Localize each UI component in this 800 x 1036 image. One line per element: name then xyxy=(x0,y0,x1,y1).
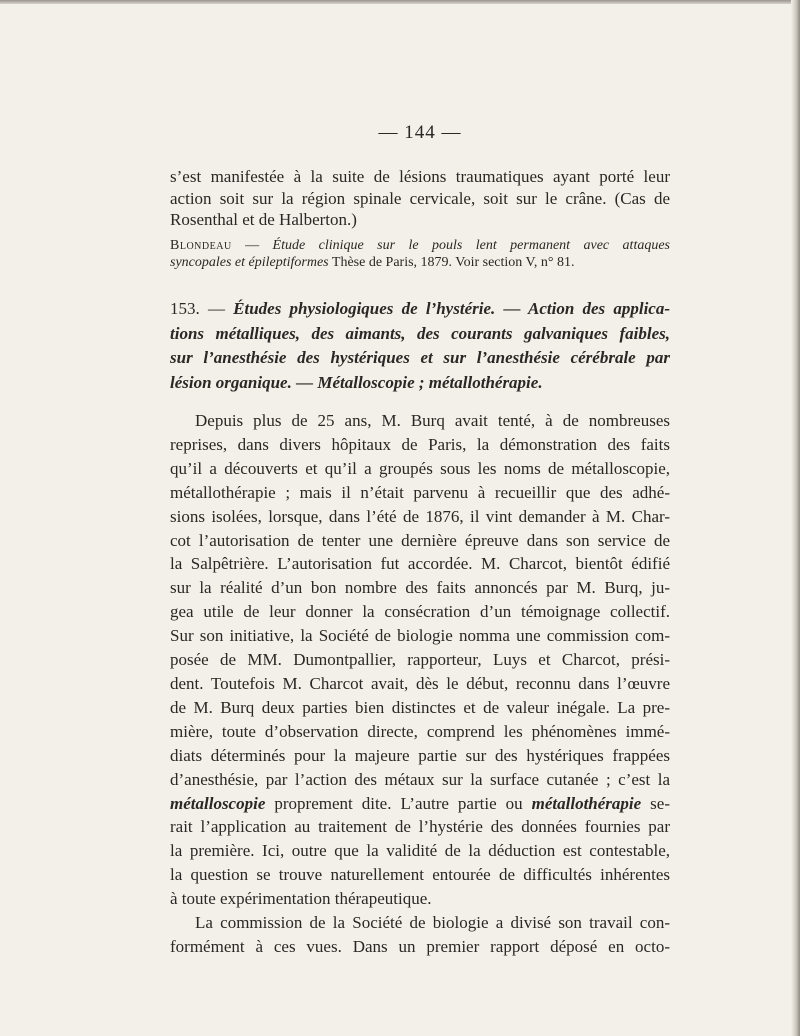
text-line xyxy=(170,254,670,271)
text-line: gea utile de leur donner la consécration d’un témoignage collectif. xyxy=(170,602,670,622)
text-line: s’est manifestée à la suite de lésions traumatiques ayant porté leur xyxy=(170,167,670,186)
bibliography-dash: — xyxy=(231,238,273,253)
top-edge-shadow xyxy=(0,0,800,4)
text-line: rait l’application au traitement de l’hystérie des données fournies par xyxy=(170,817,670,837)
text-line: la première. Ici, outre que la validité de la déduction est contestable, xyxy=(170,841,670,861)
text-line: mière, toute d’observation directe, comprend les phénomènes immé- xyxy=(170,721,670,741)
text-line: la Salpêtrière. L’autorisation fut accordée. M. Charcot, bientôt édifié xyxy=(170,554,670,574)
emphasis-metallotherapie: métallothérapie xyxy=(531,793,642,813)
bibliography-entry xyxy=(170,237,670,271)
text-line: Rosenthal et de Halberton.) xyxy=(170,210,357,229)
text-line: tions métalliques, des aimants, des courants galvaniques faibles, xyxy=(170,323,670,343)
text-line: reprises, dans divers hôpitaux de Paris, la démonstration des faits xyxy=(170,434,670,454)
text-line: d’anesthésie, par l’action des métaux sur la surface cutanée ; c’est la xyxy=(170,769,670,789)
text-line xyxy=(170,237,670,254)
text-line: lésion organique. — Métalloscopie ; métallothérapie. xyxy=(170,372,543,392)
text-line: sions isolées, lorsque, dans l’été de 1876, il vint demander à M. Char- xyxy=(170,506,670,526)
text-line: sur la réalité d’un bon nombre des faits annoncés par M. Burq, ju- xyxy=(170,578,670,598)
text-line: métallothérapie ; mais il n’était parvenu à recueillir que des adhé- xyxy=(170,482,670,502)
text-line: La commission de la Société de biologie a divisé son travail con- xyxy=(195,913,670,933)
bibliography-title: Étude clinique sur le pouls lent permanent avec attaques xyxy=(272,238,670,253)
text-line: Depuis plus de 25 ans, M. Burq avait tenté, à de nombreuses xyxy=(195,411,670,430)
text-line xyxy=(170,792,670,816)
text-line: à toute expérimentation thérapeutique. xyxy=(170,889,432,909)
emphasis-metalloscopie: métalloscopie xyxy=(170,793,266,813)
text-line: sur l’anesthésie des hystériques et sur l’anesthésie cérébrale par xyxy=(170,348,670,367)
heading-text: Études physiologiques de l’hystérie. — Action des applica- xyxy=(233,299,670,318)
text-line: qu’il a découverts et qu’il a groupés sous les noms de métalloscopie, xyxy=(170,458,670,478)
intro-paragraph xyxy=(170,166,670,231)
text-line xyxy=(170,297,670,322)
text-line: diats déterminés pour la majeure partie sur des hystériques frappées xyxy=(170,745,670,765)
text-line: la question se trouve naturellement entourée de difficultés inhérentes xyxy=(170,865,670,885)
text-line: de M. Burq deux parties bien distinctes et de valeur inégale. La pre- xyxy=(170,697,670,717)
text-line: posée de MM. Dumontpallier, rapporteur, Luys et Charcot, prési- xyxy=(170,650,670,670)
line-fragment: proprement dite. L’autre partie ou xyxy=(265,793,532,813)
section-heading xyxy=(170,297,670,395)
bibliography-title-continued: syncopales et épileptiformes xyxy=(170,255,329,270)
page-number: — 144 — xyxy=(378,122,462,143)
line-fragment: se- xyxy=(641,793,670,813)
text-line: cot l’autorisation de tenter une dernière épreuve dans son service de xyxy=(170,530,670,550)
text-line: formément à ces vues. Dans un premier rapport déposé en octo- xyxy=(170,936,670,956)
section-number: 153. — xyxy=(170,299,234,318)
bibliography-author: Blondeau xyxy=(170,238,232,253)
body-paragraph xyxy=(170,409,670,959)
text-line: Sur son initiative, la Société de biologie nomma une commission com- xyxy=(170,626,670,646)
text-line: dent. Toutefois M. Charcot avait, dès le début, reconnu dans l’œuvre xyxy=(170,673,670,693)
page-edge-shadow xyxy=(791,0,800,1036)
text-line: action soit sur la région spinale cervicale, soit sur le crâne. (Cas de xyxy=(170,188,670,208)
bibliography-details: Thèse de Paris, 1879. Voir section V, n° 81. xyxy=(328,255,575,270)
